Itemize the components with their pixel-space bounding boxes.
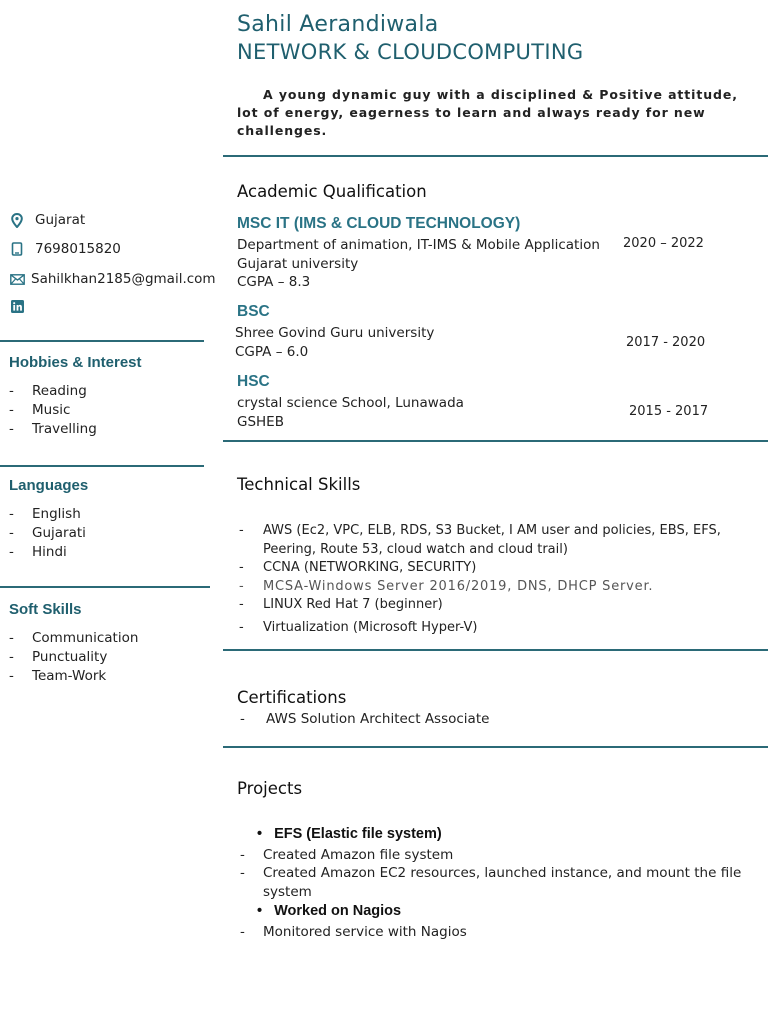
- degree-hsc: HSC: [237, 373, 270, 390]
- detail-line: CGPA – 6.0: [235, 343, 309, 360]
- degree-bsc-details: [235, 324, 434, 361]
- location-text: Gujarat: [35, 212, 86, 228]
- contact-location: [9, 212, 85, 228]
- candidate-name: Sahil Aerandiwala: [237, 12, 439, 37]
- detail-line: GSHEB: [237, 413, 284, 430]
- phone-text: 7698015820: [35, 241, 121, 257]
- location-pin-icon: [9, 212, 25, 228]
- degree-hsc-years: 2015 - 2017: [629, 404, 709, 419]
- detail-line: Department of animation, IT-IMS & Mobile Application: [237, 237, 600, 253]
- divider-academic: [223, 440, 768, 442]
- degree-msc-details: [237, 236, 600, 292]
- divider-sidebar-3: [0, 586, 210, 588]
- list-item: - CCNA (NETWORKING, SECURITY): [237, 559, 742, 578]
- soft-skills-heading: Soft Skills: [9, 601, 82, 618]
- hobbies-list: [9, 382, 97, 439]
- technical-skills-list: [237, 522, 742, 637]
- academic-heading: Academic Qualification: [237, 182, 427, 201]
- candidate-title: NETWORK & CLOUDCOMPUTING: [237, 40, 584, 64]
- project-title-efs: • EFS (Elastic file system): [257, 826, 442, 842]
- degree-bsc-years: 2017 - 2020: [626, 335, 706, 350]
- list-item: - Communication: [9, 629, 138, 648]
- degree-msc: MSC IT (IMS & CLOUD TECHNOLOGY): [237, 215, 521, 232]
- divider-sidebar-2: [0, 465, 204, 467]
- list-item: - Hindi: [9, 543, 86, 562]
- bullet-icon: •: [257, 826, 263, 842]
- list-item: - Travelling: [9, 420, 97, 439]
- bullet-icon: •: [257, 903, 263, 919]
- soft-skills-list: [9, 629, 138, 686]
- detail-line: crystal science School, Lunawada: [237, 395, 464, 411]
- linkedin-icon[interactable]: [9, 298, 25, 314]
- degree-msc-years: 2020 – 2022: [623, 236, 704, 251]
- list-item: - English: [9, 505, 86, 524]
- list-item: - MCSA-Windows Server 2016/2019, DNS, DHCP Server.: [237, 578, 742, 597]
- phone-icon: [9, 241, 25, 257]
- list-item: - LINUX Red Hat 7 (beginner): [237, 596, 742, 615]
- certification-item: - AWS Solution Architect Associate: [237, 710, 747, 729]
- degree-bsc: BSC: [237, 303, 270, 320]
- list-item: - Punctuality: [9, 648, 138, 667]
- languages-heading: Languages: [9, 477, 89, 494]
- list-item: - Team-Work: [9, 667, 138, 686]
- list-item: - Virtualization (Microsoft Hyper-V): [237, 619, 742, 638]
- list-item: - Reading: [9, 382, 97, 401]
- hobbies-heading: Hobbies & Interest: [9, 354, 142, 371]
- email-text[interactable]: Sahilkhan2185@gmail.com: [31, 271, 216, 287]
- list-item: - Gujarati: [9, 524, 86, 543]
- project-point: - Monitored service with Nagios: [237, 923, 747, 942]
- divider-header: [223, 155, 768, 157]
- degree-hsc-details: [237, 394, 464, 431]
- profile-summary: A young dynamic guy with a disciplined & Positive attitude, lot of energy, eagerness to learn and always ready for new challenges.: [237, 87, 738, 138]
- email-icon: [9, 271, 25, 287]
- divider-certifications: [223, 746, 768, 748]
- contact-email: [9, 271, 216, 287]
- detail-line: Gujarat university: [237, 255, 359, 272]
- project-point: - Created Amazon file system: [237, 846, 747, 865]
- contact-linkedin[interactable]: [9, 298, 35, 314]
- languages-list: [9, 505, 86, 562]
- project-title-nagios: • Worked on Nagios: [257, 903, 402, 919]
- technical-heading: Technical Skills: [237, 475, 361, 494]
- list-item: - AWS (Ec2, VPC, ELB, RDS, S3 Bucket, I AM user and policies, EBS, EFS, Peering, Route 53, cloud watch and cloud trail): [237, 522, 742, 559]
- detail-line: Shree Govind Guru university: [235, 325, 435, 341]
- detail-line: CGPA – 8.3: [237, 274, 311, 290]
- contact-phone: [9, 241, 121, 257]
- list-item: - Music: [9, 401, 97, 420]
- project-point: - Created Amazon EC2 resources, launched instance, and mount the file system: [237, 864, 747, 901]
- divider-technical: [223, 649, 768, 651]
- projects-heading: Projects: [237, 779, 303, 798]
- certifications-heading: Certifications: [237, 688, 347, 707]
- divider-sidebar-1: [0, 340, 204, 342]
